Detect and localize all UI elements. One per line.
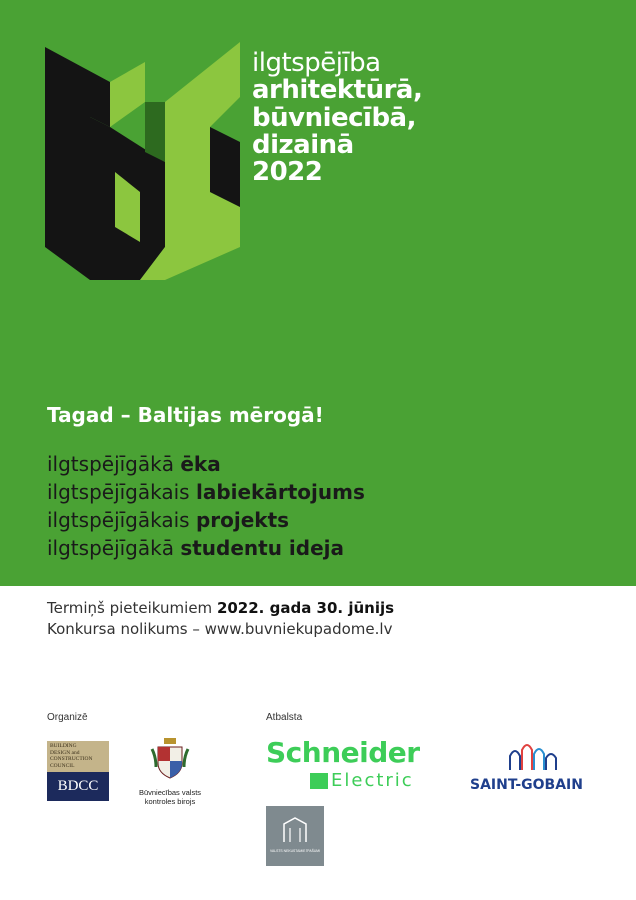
vni-logo — [266, 806, 324, 866]
category-item: ilgtspējīgākā ēka — [47, 452, 221, 476]
info-block — [47, 598, 394, 640]
event-title — [252, 50, 422, 186]
bdcc-logo: BUILDING DESIGN and CONSTRUCTION COUNCIL BDCC — [47, 741, 109, 801]
title-line-1: ilgtspējība — [252, 48, 381, 78]
schneider-logo: Schneider Electric — [266, 736, 420, 791]
event-logo — [45, 42, 240, 282]
category-list — [47, 450, 365, 562]
organizers-label: Organizē — [47, 712, 88, 723]
coat-of-arms-icon — [150, 737, 190, 781]
title-line-2: arhitektūrā, — [252, 75, 423, 106]
category-item: ilgtspējīgākais labiekārtojums — [47, 480, 365, 504]
bvkb-logo — [125, 737, 215, 806]
svg-text:VALSTS NEKUSTAMIE ĪPAŠUMI: VALSTS NEKUSTAMIE ĪPAŠUMI — [269, 849, 321, 853]
title-line-3: būvniecībā, — [252, 102, 416, 133]
supporters-label: Atbalsta — [266, 712, 303, 723]
title-line-4: dizainā — [252, 129, 354, 160]
category-item: ilgtspējīgākais projekts — [47, 508, 290, 532]
schneider-mark-icon — [310, 773, 328, 789]
title-year: 2022 — [252, 157, 323, 188]
bvkb-caption: Būvniecības valsts kontroles birojs — [138, 788, 202, 806]
tagline: Tagad – Baltijas mērogā! — [47, 403, 324, 427]
saint-gobain-arches-icon — [470, 740, 590, 772]
deadline-line: Termiņš pieteikumiem 2022. gada 30. jūnijs — [47, 599, 395, 617]
saint-gobain-logo: SAINT-GOBAIN — [470, 740, 590, 795]
deadline-date: 2022. gada 30. jūnijs — [216, 599, 395, 617]
building-icon — [266, 806, 324, 866]
category-item: ilgtspējīgākā studentu ideja — [47, 536, 345, 560]
rules-line[interactable]: Konkursa nolikums – www.buvniekupadome.lv — [47, 620, 393, 638]
